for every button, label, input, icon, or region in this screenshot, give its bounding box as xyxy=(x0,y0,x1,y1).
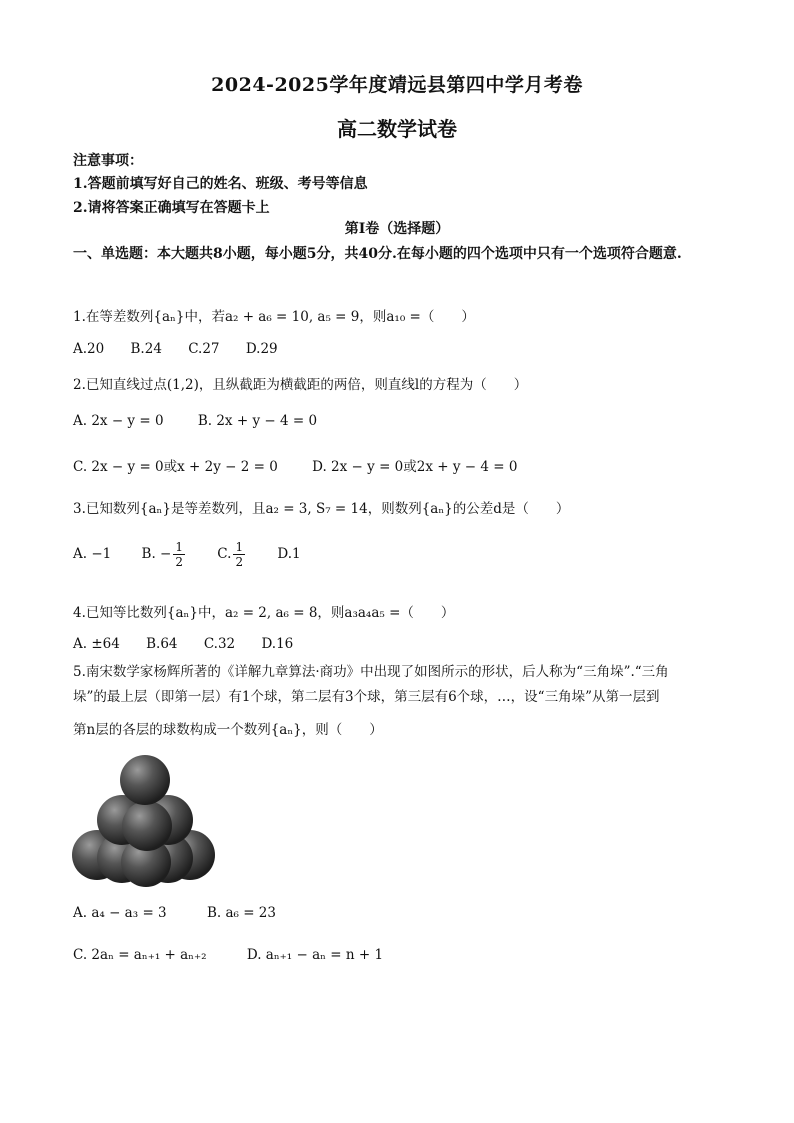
q2-option-b: B. 2x + y − 4 = 0 xyxy=(197,413,318,429)
q2-option-c: C. 2x − y = 0或x + 2y − 2 = 0 xyxy=(73,459,278,475)
sphere-pile-svg xyxy=(70,750,220,890)
q3-option-c-denominator: 2 xyxy=(235,555,244,569)
section-heading: 一、单选题：本大题共8小题，每小题5分，共40分.在每小题的四个选项中只有一个选项符合题意. xyxy=(73,246,682,262)
q3-option-c-numerator: 1 xyxy=(235,540,244,554)
question-5-options-cd xyxy=(73,947,405,963)
q1-option-b: B.24 xyxy=(130,341,162,357)
q3-option-c-fraction xyxy=(233,540,245,569)
question-4-stem: 4.已知等比数列{aₙ}中，a₂ = 2, a₆ = 8，则a₃a₄a₅ =（ ） xyxy=(73,605,455,621)
sphere xyxy=(122,801,172,851)
exam-subtitle: 高二数学试卷 xyxy=(337,117,457,141)
q3-option-b-prefix: B. − xyxy=(141,546,172,562)
q3-option-a: A. −1 xyxy=(73,546,112,562)
question-5-stem-line-2: 垛”的最上层（即第一层）有1个球，第二层有3个球，第三层有6个球，…，设“三角垛”从第一层到 xyxy=(73,689,660,705)
q3-option-c-prefix: C. xyxy=(217,546,232,562)
question-3-stem: 3.已知数列{aₙ}是等差数列，且a₂ = 3, S₇ = 14，则数列{aₙ}的公差d是（ ） xyxy=(73,501,570,517)
question-2-options-cd xyxy=(73,455,539,475)
q5-option-a: A. a₄ − a₃ = 3 xyxy=(73,905,167,921)
notes-item-2: 2.请将答案正确填写在答题卡上 xyxy=(73,200,270,216)
exam-title: 2024-2025学年度靖远县第四中学月考卷 xyxy=(211,74,583,96)
sphere xyxy=(120,755,170,805)
question-4-options xyxy=(73,636,315,652)
q3-option-c xyxy=(217,540,247,569)
q2-option-a: A. 2x − y = 0 xyxy=(73,413,164,429)
q3-option-d: D.1 xyxy=(277,546,301,562)
q4-option-b: B.64 xyxy=(146,636,178,652)
q3-option-b-denominator: 2 xyxy=(175,555,183,569)
question-1-options xyxy=(73,341,300,357)
question-2-stem: 2.已知直线过点(1,2)，且纵截距为横截距的两倍，则直线l的方程为（ ） xyxy=(73,377,528,393)
notes-heading: 注意事项： xyxy=(73,153,143,169)
q5-option-d: D. aₙ₊₁ − aₙ = n + 1 xyxy=(246,947,384,963)
triangular-pile-figure xyxy=(70,750,220,890)
q4-option-c: C.32 xyxy=(203,636,236,652)
notes-item-1: 1.答题前填写好自己的姓名、班级、考号等信息 xyxy=(73,176,368,192)
q3-option-b-numerator: 1 xyxy=(175,540,183,554)
q3-option-b xyxy=(142,540,187,569)
q4-option-d: D.16 xyxy=(261,636,294,652)
question-5-options-ab xyxy=(73,905,298,921)
q4-option-a: A. ±64 xyxy=(73,636,120,652)
q3-option-b-fraction xyxy=(173,540,185,569)
question-5-stem-line-1: 5.南宋数学家杨辉所著的《详解九章算法·商功》中出现了如图所示的形状，后人称为“三角垛”.“三角 xyxy=(73,664,669,680)
part-title: 第I卷（选择题） xyxy=(344,221,450,237)
q5-option-b: B. a₆ = 23 xyxy=(206,905,276,921)
q1-option-c: C.27 xyxy=(188,341,220,357)
q1-option-d: D.29 xyxy=(245,341,278,357)
q1-option-a: A.20 xyxy=(73,341,105,357)
q5-option-c: C. 2aₙ = aₙ₊₁ + aₙ₊₂ xyxy=(73,947,207,963)
question-3-options xyxy=(73,540,323,569)
question-5-stem-line-3: 第n层的各层的球数构成一个数列{aₙ}，则（ ） xyxy=(73,722,383,738)
question-2-options-ab xyxy=(73,413,339,429)
q2-option-d: D. 2x − y = 0或2x + y − 4 = 0 xyxy=(312,459,518,475)
question-1-stem: 1.在等差数列{aₙ}中，若a₂ + a₆ = 10, a₅ = 9，则a₁₀ =（ ） xyxy=(73,309,475,325)
